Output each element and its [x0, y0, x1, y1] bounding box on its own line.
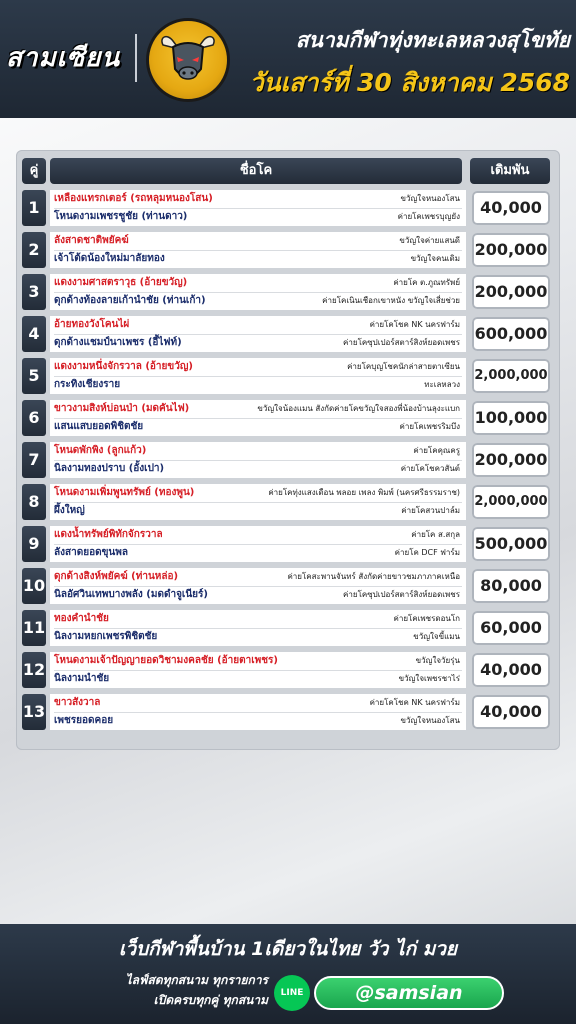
match-number: 9 — [22, 526, 46, 562]
match-number: 12 — [22, 652, 46, 688]
footer-open-text: เปิดครบทุกคู่ ทุกสนาม — [153, 993, 268, 1007]
table-row — [22, 190, 552, 226]
bull-name-blue: ผึ้งใหญ่ — [54, 505, 85, 516]
col-header-bet: เดิมพัน — [470, 158, 550, 184]
table-row — [22, 652, 552, 688]
camp-name: ขวัญใจค่ายแสนดี — [399, 236, 460, 245]
camp-name: ค่ายโคบุญโชคนักล่าสายตาเซียน — [347, 362, 460, 371]
camp-name: ขวัญใจหนองโสน — [400, 716, 460, 725]
footer-tagline: เว็บกีฬาพื้นบ้าน 1เดียวในไทย วัว ไก่ มวย — [118, 938, 458, 960]
stadium-title: สนามกีฬาทุ่งทะเลหลวงสุโขทัย — [295, 28, 570, 52]
match-number: 5 — [22, 358, 46, 394]
bet-amount: 40,000 — [472, 653, 550, 687]
match-names — [50, 526, 466, 562]
table-row — [22, 610, 552, 646]
match-names — [50, 190, 466, 226]
camp-name: ค่ายโคสวนปาล์ม — [401, 506, 460, 515]
camp-name: ค่ายโคคุณครู — [413, 446, 460, 455]
col-header-no: คู่ — [22, 158, 46, 184]
bet-amount: 80,000 — [472, 569, 550, 603]
match-number: 13 — [22, 694, 46, 730]
match-names — [50, 232, 466, 268]
table-row — [22, 358, 552, 394]
match-names — [50, 652, 466, 688]
table-row — [22, 484, 552, 520]
camp-name: ค่ายโคสะพานจันทร์ สังกัดค่ายขาวชมภาภาคเหนือ — [287, 572, 460, 581]
bull-name-red: ลังสาดชาติพยัคฆ์ — [54, 235, 129, 246]
bet-amount: 200,000 — [472, 443, 550, 477]
match-number: 6 — [22, 400, 46, 436]
table-row — [22, 274, 552, 310]
match-names — [50, 568, 466, 604]
bull-name-blue: นิลงามทองปราบ (อั้งเปา) — [54, 463, 165, 474]
bull-name-blue: ดุกด้างท้องลายเก้านำชัย (ท่านเก้า) — [54, 295, 206, 306]
table-row — [22, 568, 552, 604]
match-number: 4 — [22, 316, 46, 352]
camp-name: ขวัญใจเพชรชาไร่ — [398, 674, 460, 683]
table-row — [22, 232, 552, 268]
match-table — [16, 150, 560, 750]
bull-name-red: โหนดพักพิง (ลูกแก้ว) — [54, 445, 147, 456]
camp-name: ค่ายโค ส.สกุล — [411, 530, 460, 539]
bull-name-red: แดงงามศาสตราวุธ (อ้ายขวัญ) — [54, 277, 188, 288]
bull-name-red: แดงน้ำทรัพย์พิทักจักรวาล — [54, 529, 163, 540]
camp-name: ขวัญใจคนเดิม — [410, 254, 460, 263]
bet-amount: 40,000 — [472, 191, 550, 225]
bull-name-red: แดงงามหนึ่งจักรวาล (อ้ายขวัญ) — [54, 361, 193, 372]
bet-amount: 200,000 — [472, 233, 550, 267]
camp-name: ค่ายโคซุปเปอร์สตาร์สิงห์ยอดเพชร — [343, 338, 460, 347]
bull-name-red: เหลืองแทรกเตอร์ (รถหลุมหนองโสน) — [54, 193, 213, 204]
bull-name-blue: นิลงามนำชัย — [54, 673, 110, 684]
bull-name-blue: โหนดงามเพชรชูชัย (ท่านดาว) — [54, 211, 188, 222]
camp-name: ค่ายโคเพชรริมบึง — [399, 422, 460, 431]
match-number: 11 — [22, 610, 46, 646]
bull-name-red: โหนดงามเพิ่มพูนทรัพย์ (ทองพูน) — [54, 487, 195, 498]
match-number: 2 — [22, 232, 46, 268]
bull-logo-icon — [146, 18, 230, 102]
camp-name: ค่ายโคเพชรดอนโก — [393, 614, 460, 623]
match-number: 3 — [22, 274, 46, 310]
bull-name-blue: แสนแสบยอดพิชิตชัย — [54, 421, 144, 432]
line-id-button[interactable]: @samsian — [314, 976, 504, 1010]
line-app-icon[interactable]: LINE — [274, 975, 310, 1011]
match-number: 1 — [22, 190, 46, 226]
camp-name: ขวัญใจวัยรุ่น — [415, 656, 460, 665]
match-names — [50, 274, 466, 310]
match-number: 7 — [22, 442, 46, 478]
match-number: 10 — [22, 568, 46, 604]
camp-name: ค่ายโค ต.ภูณทรัพย์ — [393, 278, 460, 287]
match-names — [50, 484, 466, 520]
brand-divider — [135, 34, 137, 82]
bull-name-blue: นิลงามหยกเพชรพิชิตชัย — [54, 631, 158, 642]
bull-name-blue: ดุกด้างแชมป์นาเพชร (อี้ไฟท์) — [54, 337, 182, 348]
bull-name-red: ดุกด้างสิงห์พยัคฆ์ (ท่านหล่อ) — [54, 571, 179, 582]
camp-name: ค่ายโคเนินเชือกเขาหนัง ขวัญใจเสี่ยช่วย — [322, 296, 460, 305]
camp-name: ค่ายโคโชค NK นครฟาร์ม — [369, 698, 460, 707]
bet-amount: 100,000 — [472, 401, 550, 435]
bull-name-red: อ้ายทองวังโคนไผ่ — [54, 319, 130, 330]
bet-amount: 200,000 — [472, 275, 550, 309]
camp-name: ค่ายโคเพชรบุญยัง — [397, 212, 460, 221]
table-row — [22, 694, 552, 730]
camp-name: ค่ายโคทุ่งแสงเดือน พลอย เพลง พิมพ์ (นครศรีธรรมราช) — [268, 488, 460, 497]
table-row — [22, 526, 552, 562]
bull-name-blue: เพชรยอดคอย — [54, 715, 114, 726]
match-number: 8 — [22, 484, 46, 520]
bet-amount: 40,000 — [472, 695, 550, 729]
bull-name-blue: ลังสาดยอดขุนพล — [54, 547, 128, 558]
footer-live-text: ไลฟ์สดทุกสนาม ทุกรายการ — [125, 973, 268, 987]
bull-name-blue: นิลอัศวินเทพบางพลัง (มดดำจูเนียร์) — [54, 589, 208, 600]
match-names — [50, 400, 466, 436]
match-names — [50, 610, 466, 646]
bet-amount: 2,000,000 — [472, 485, 550, 519]
camp-name: ขวัญใจน้องแมน สังกัดค่ายโคขวัญใจสองพี่น้องบ้านลุงะแบก — [257, 404, 460, 413]
bull-name-red: โหนดงามเจ้าปัญญายอดวิชามงคลชัย (อ้ายตาเพชร) — [54, 655, 278, 666]
event-date: วันเสาร์ที่ 30 สิงหาคม 2568 — [249, 68, 570, 97]
bet-amount: 600,000 — [472, 317, 550, 351]
bull-name-blue: เจ้าโต้ดน้องใหม่มาลัยทอง — [54, 253, 165, 264]
camp-name: ทะเลหลวง — [424, 380, 460, 389]
bull-name-red: ทองคำนำชัย — [54, 613, 109, 624]
bull-name-red: ขาวงามสิงห์บ่อนป่า (มดคันไฟ) — [54, 403, 190, 414]
brand-logo-text: สามเซียน — [6, 43, 121, 73]
camp-name: ค่ายโคโชควสันต์ — [400, 464, 460, 473]
col-header-name: ชื่อโค — [50, 158, 462, 184]
bet-amount: 60,000 — [472, 611, 550, 645]
camp-name: ค่ายโคโชค NK นครฟาร์ม — [369, 320, 460, 329]
camp-name: ขวัญใจหนองโสน — [400, 194, 460, 203]
table-row — [22, 316, 552, 352]
table-row — [22, 442, 552, 478]
match-names — [50, 694, 466, 730]
match-names — [50, 316, 466, 352]
camp-name: ค่ายโคซุปเปอร์สตาร์สิงห์ยอดเพชร — [343, 590, 460, 599]
camp-name: ขวัญใจขี้แมน — [413, 632, 460, 641]
table-row — [22, 400, 552, 436]
bet-amount: 2,000,000 — [472, 359, 550, 393]
match-names — [50, 358, 466, 394]
bet-amount: 500,000 — [472, 527, 550, 561]
match-names — [50, 442, 466, 478]
camp-name: ค่ายโค DCF ฟาร์ม — [394, 548, 460, 557]
bull-name-red: ขาวสังวาล — [54, 697, 101, 708]
bull-name-blue: กระทิงเชียงราย — [54, 379, 121, 390]
